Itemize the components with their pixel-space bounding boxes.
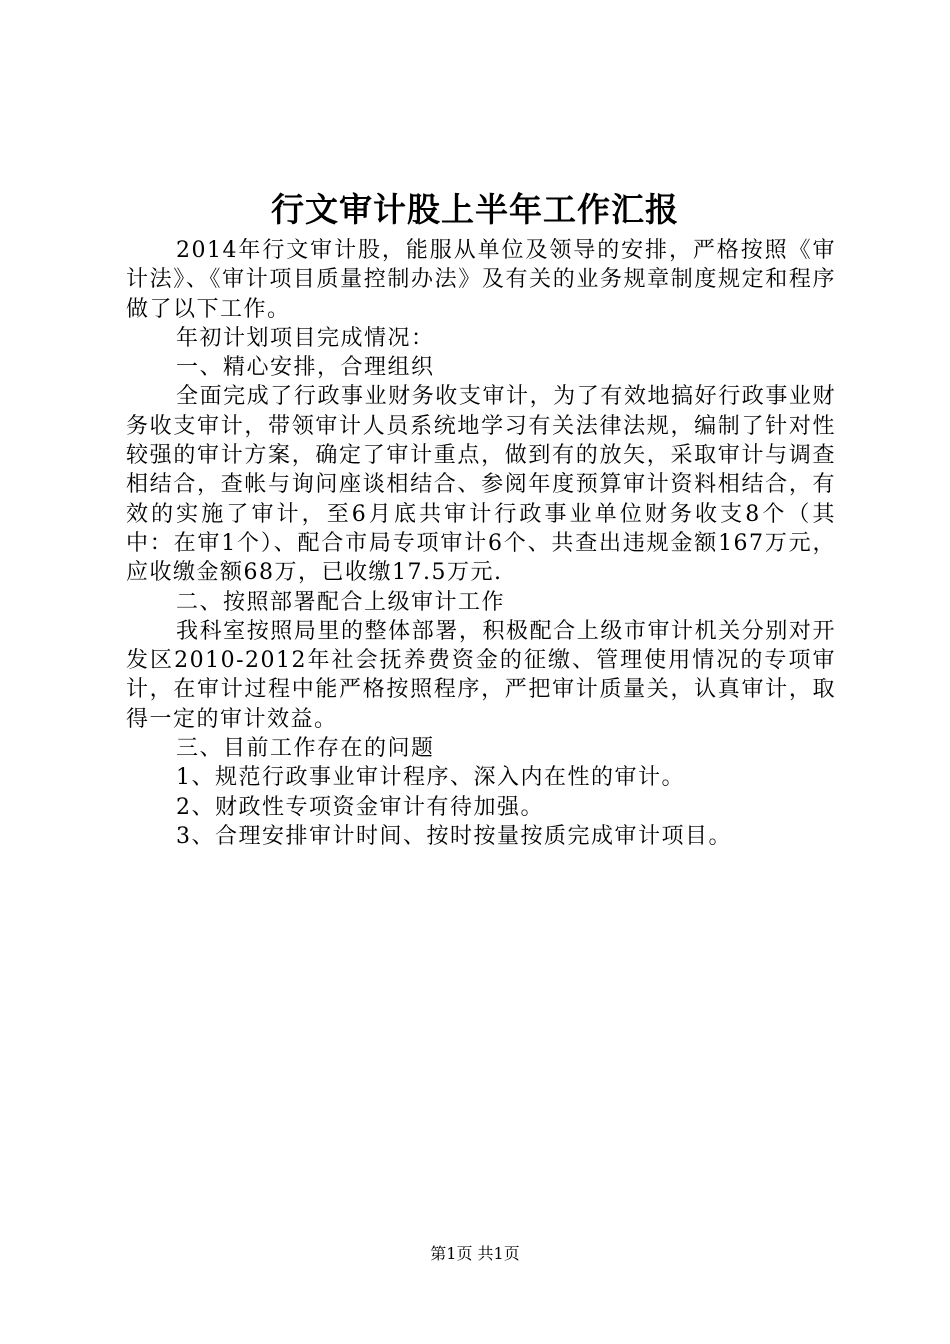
section-one-paragraph: 全面完成了行政事业财务收支审计，为了有效地搞好行政事业财务收支审计，带领审计人员系统地学习有关法律法规，编制了针对性较强的审计方案，确定了审计重点，做到有的放矢，采取审计与调查相结合，查帐与询问座谈相结合、参阅年度预算审计资料相结合，有效的实施了审计，至6月底共审计行政事业单位财务收支8个（其中：在审1个）、配合市局专项审计6个、共查出违规金额167万元，应收缴金额68万，已收缴17.5万元. [126,384,836,586]
document-title: 行文审计股上半年工作汇报 [271,190,679,229]
section-two-paragraph: 我科室按照局里的整体部署，积极配合上级市审计机关分别对开发区2010-2012年社会抚养费资金的征缴、管理使用情况的专项审计，在审计过程中能严格按照程序，严把审计质量关，认真审计，取得一定的审计效益。 [126,618,836,732]
section-three-heading: 三、目前工作存在的问题 [176,736,435,762]
document-body [126,236,836,851]
problem-item-1: 1、规范行政事业审计程序、深入内在性的审计。 [176,765,685,791]
plan-heading: 年初计划项目完成情况： [176,325,435,351]
problem-item-3: 3、合理安排审计时间、按时按量按质完成审计项目。 [176,823,732,849]
section-two-heading: 二、按照部署配合上级审计工作 [176,589,506,615]
problem-item-2: 2、财政性专项资金审计有待加强。 [176,794,544,820]
intro-paragraph: 2014年行文审计股，能服从单位及领导的安排，严格按照《审计法》、《审计项目质量控制办法》及有关的业务规章制度规定和程序做了以下工作。 [126,238,836,322]
section-one-heading: 一、精心安排，合理组织 [176,355,435,381]
page-footer: 第1页 共1页 [430,1244,520,1263]
